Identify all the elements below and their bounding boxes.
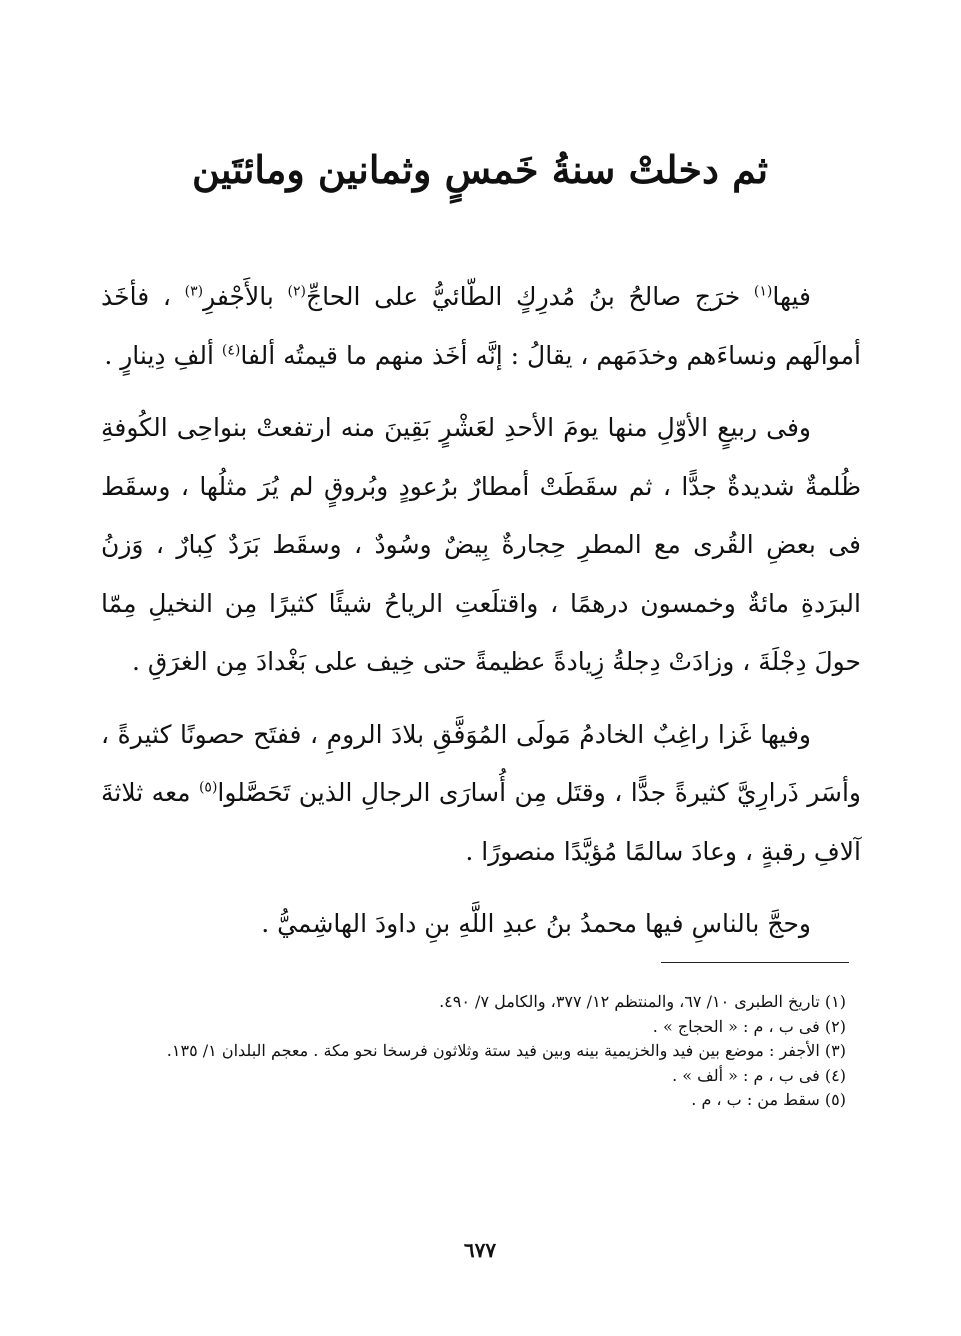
main-text: [101, 268, 861, 968]
chapter-heading: ثم دخلتْ سنةُ خَمسٍ وثمانين ومائتَين: [191, 147, 769, 192]
paragraph-1: [101, 268, 861, 385]
paragraph-1-text-a: فيها: [772, 282, 811, 311]
paragraph-4: وحجَّ بالناسِ فيها محمدُ بنُ عبدِ اللَّهِ بنِ داودَ الهاشِميُّ .: [261, 909, 811, 938]
footnote-2: (٢) فى ب ، م : « الحجاج » .: [652, 1016, 846, 1036]
footnote-ref-3: (٣): [184, 283, 204, 300]
paragraph-2: وفى ربيعٍ الأوّلِ منها يومَ الأحدِ لعَشْرٍ بَقِينَ منه ارتفعتْ بنواحِى الكُوفةِ ظُلمةٌ شديدةٌ جدًّا ، ثم سقَطَتْ أمطارٌ برُعودٍ وبُروقٍ لم يُرَ مثلُها ، وسقَط فى بعضِ القُرى مع المطرِ حِجارةٌ بِيضٌ وسُودٌ ، وسقَط بَرَدٌ كِبارٌ ، وَزنُ البرَدةِ مائةٌ وخمسون درهمًا ، واقتلَعتِ الرياحُ شيئًا كثيرًا مِن النخيلِ مِمّا حولَ دِجْلَةَ ، وزادَتْ دِجلةُ زِيادةً عظيمةً حتى خِيف على بَغْدادَ مِن الغرَقِ .: [101, 413, 861, 676]
footnote-5: (٥) سقط من : ب ، م .: [691, 1090, 846, 1109]
footnote-1: (١) تاريخ الطبرى ١٠/ ٦٧، والمنتظم ١٢/ ٣٧٧، والكامل ٧/ ٤٩٠.: [439, 992, 846, 1011]
footnotes: [106, 990, 846, 1113]
paragraph-1-text-e: ألفِ دِينارٍ .: [104, 340, 222, 370]
footnote-ref-4: (٤): [221, 342, 241, 359]
paragraph-1-text-d: ، فأخَذ أموالَهم ونساءَهم وخدَمَهم ، يقالُ : إنَّه أخَذ منهم ما قيمتُه ألفا: [101, 282, 861, 370]
footnote-ref-5: (٥): [198, 779, 218, 796]
paragraph-3-text-b: معه ثلاثةَ آلافِ رقبةٍ ، وعادَ سالمًا مُؤيَّدًا منصورًا .: [101, 778, 861, 866]
paragraph-3: [101, 706, 861, 882]
footnote-ref-2: (٢): [287, 283, 306, 300]
footnote-4: (٤) فى ب ، م : « ألف » .: [672, 1065, 846, 1085]
footnote-3: (٣) الأجفر : موضع بين فيد والخزيمية بينه وبين فيد ستة وثلاثون فرسخا نحو مكة . معجم البلدان ١/ ١٣٥.: [166, 1041, 846, 1060]
paragraph-1-text-c: بالأَجْفرِ: [203, 282, 288, 311]
footnote-ref-1: (١): [753, 283, 773, 300]
paragraph-1-text-b: خرَج صالحُ بنُ مُدرِكٍ الطّائيُّ على الحاجِّ: [305, 282, 754, 311]
footnote-separator: [661, 962, 849, 963]
page-number: ٦٧٧: [463, 1238, 497, 1262]
paragraph-3-text-a: وفيها غَزا راغِبٌ الخادمُ مَولَى المُوَفَّقِ بلادَ الرومِ ، ففتَح حصونًا كثيرةً ، وأسَر ذَرارِيَّ كثيرةً جدًّا ، وقتَل مِن أُسارَى الرجالِ الذين تَحَصَّلوا: [101, 719, 861, 807]
